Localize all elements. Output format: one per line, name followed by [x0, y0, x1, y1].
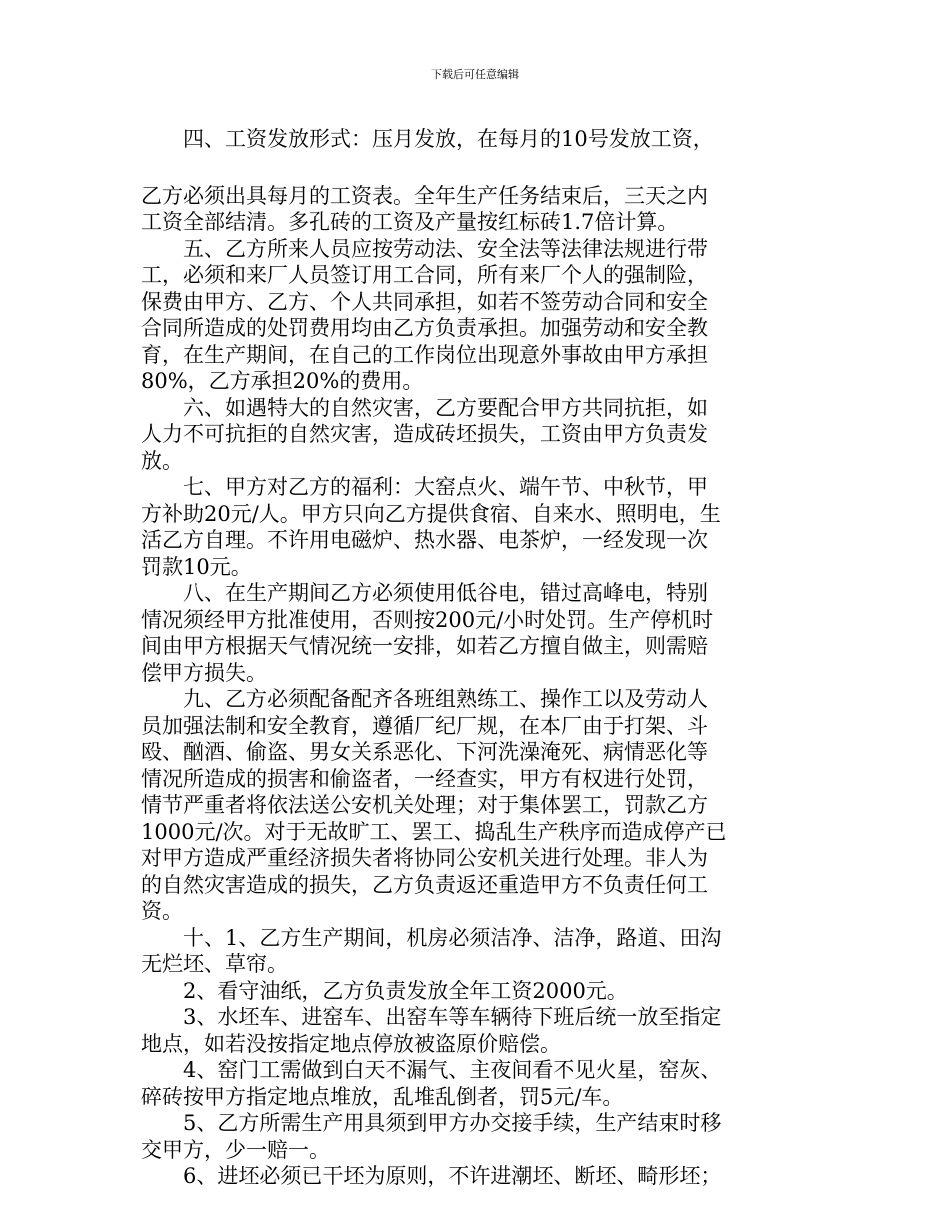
text-line: 人力不可抗拒的自然灾害，造成砖坯损失，工资由甲方负责发	[141, 422, 708, 446]
text-line: 情况须经甲方批准使用，否则按200元/小时处罚。生产停机时	[141, 607, 714, 632]
text-line: 方补助20元/人。甲方只向乙方提供食宿、自来水、照明电，生	[141, 501, 721, 526]
text-line: 育，在生产期间，在自己的工作岗位出现意外事故由甲方承担	[141, 342, 708, 367]
text-line: 资。	[141, 899, 183, 923]
text-line: 合同所造成的处罚费用均由乙方负责承担。加强劳动和安全教	[141, 316, 708, 340]
text-line: 80%，乙方承担20%的费用。	[141, 369, 424, 393]
text-line: 情节严重者将依法送公安机关处理；对于集体罢工，罚款乙方	[141, 793, 708, 817]
text-line: 七、甲方对乙方的福利：大窑点火、端午节、中秋节，甲	[183, 475, 708, 499]
page-header: 下载后可任意编辑	[431, 68, 519, 81]
text-line: 活乙方自理。不许用电磁炉、热水器、电茶炉，一经发现一次	[141, 528, 708, 552]
text-line: 乙方必须出具每月的工资表。全年生产任务结束后，三天之内	[141, 183, 708, 208]
text-line: 六、如遇特大的自然灾害，乙方要配合甲方共同抗拒，如	[183, 395, 708, 420]
text-line: 1000元/次。对于无故旷工、罢工、捣乱生产秩序而造成停产已	[141, 819, 727, 844]
text-line: 碎砖按甲方指定地点堆放，乱堆乱倒者，罚5元/车。	[141, 1084, 624, 1109]
text-line: 罚款10元。	[141, 554, 252, 579]
document-body	[141, 126, 821, 1190]
text-line: 九、乙方必须配备配齐各班组熟练工、操作工以及劳动人	[183, 687, 708, 711]
text-line: 工资全部结清。多孔砖的工资及产量按红标砖1.7倍计算。	[141, 210, 679, 234]
text-line: 5、乙方所需生产用具须到甲方办交接手续，生产结束时移	[183, 1111, 722, 1135]
text-line: 八、在生产期间乙方必须使用低谷电，错过高峰电，特别	[183, 581, 708, 605]
text-line: 十、1、乙方生产期间，机房必须洁净、洁净，路道、田沟	[183, 925, 722, 950]
text-line: 殴、酗酒、偷盗、男女关系恶化、下河洗澡淹死、病情恶化等	[141, 740, 708, 764]
text-line: 交甲方，少一赔一。	[141, 1137, 330, 1162]
text-line: 3、水坯车、进窑车、出窑车等车辆待下班后统一放至指定	[183, 1005, 722, 1029]
text-line: 无烂坯、草帘。	[141, 952, 288, 976]
text-line: 四、工资发放形式：压月发放，在每月的10号发放工资，	[183, 127, 714, 151]
text-line: 4、窑门工需做到白天不漏气、主夜间看不见火星，窑灰、	[183, 1058, 722, 1082]
text-line: 6、进坯必须已干坯为原则，不许进潮坯、断坯、畸形坯；	[183, 1164, 722, 1188]
text-line: 间由甲方根据天气情况统一安排，如若乙方擅自做主，则需赔	[141, 634, 708, 658]
text-line: 情况所造成的损害和偷盗者，一经查实，甲方有权进行处罚，	[141, 766, 708, 791]
text-line: 保费由甲方、乙方、个人共同承担，如若不签劳动合同和安全	[141, 289, 708, 314]
text-line: 对甲方造成严重经济损失者将协同公安机关进行处理。非人为	[141, 846, 708, 870]
text-line: 2、看守油纸，乙方负责发放全年工资2000元。	[183, 978, 628, 1003]
text-line: 工，必须和来厂人员签订用工合同，所有来厂个人的强制险，	[141, 263, 708, 287]
text-line: 地点，如若没按指定地点停放被盗原价赔偿。	[141, 1031, 561, 1056]
text-line: 的自然灾害造成的损失，乙方负责返还重造甲方不负责任何工	[141, 872, 708, 897]
text-line: 放。	[141, 448, 183, 473]
text-line: 员加强法制和安全教育，遵循厂纪厂规，在本厂由于打架、斗	[141, 713, 708, 738]
text-line: 五、乙方所来人员应按劳动法、安全法等法律法规进行带	[183, 236, 708, 261]
text-line: 偿甲方损失。	[141, 660, 267, 685]
